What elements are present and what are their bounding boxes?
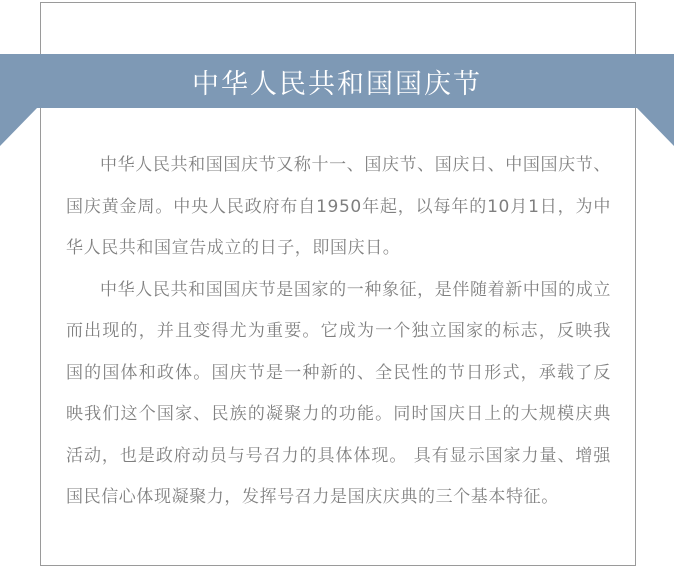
page-title: 中华人民共和国国庆节	[192, 68, 482, 100]
article-paragraph: 中华人民共和国国庆节又称十一、国庆节、国庆日、中国国庆节、国庆黄金周。中央人民政府布自1950年起，以每年的10月1日，为中华人民共和国宣告成立的日子，即国庆日。	[66, 155, 611, 258]
article-body	[66, 145, 611, 519]
ribbon-fold-left	[0, 108, 37, 146]
ribbon-fold-right	[637, 108, 674, 146]
article-paragraph: 中华人民共和国国庆节是国家的一种象征，是伴随着新中国的成立而出现的，并且变得尤为重要。它成为一个独立国家的标志，反映我国的国体和政体。国庆节是一种新的、全民性的节日形式，承载了反映我们这个国家、民族的凝聚力的功能。同时国庆日上的大规模庆典活动，也是政府动员与号召力的具体体现。 具有显示国家力量、增强国民信心体现凝聚力，发挥号召力是国庆庆典的三个基本特征。	[66, 279, 611, 507]
ribbon-banner	[0, 54, 674, 108]
